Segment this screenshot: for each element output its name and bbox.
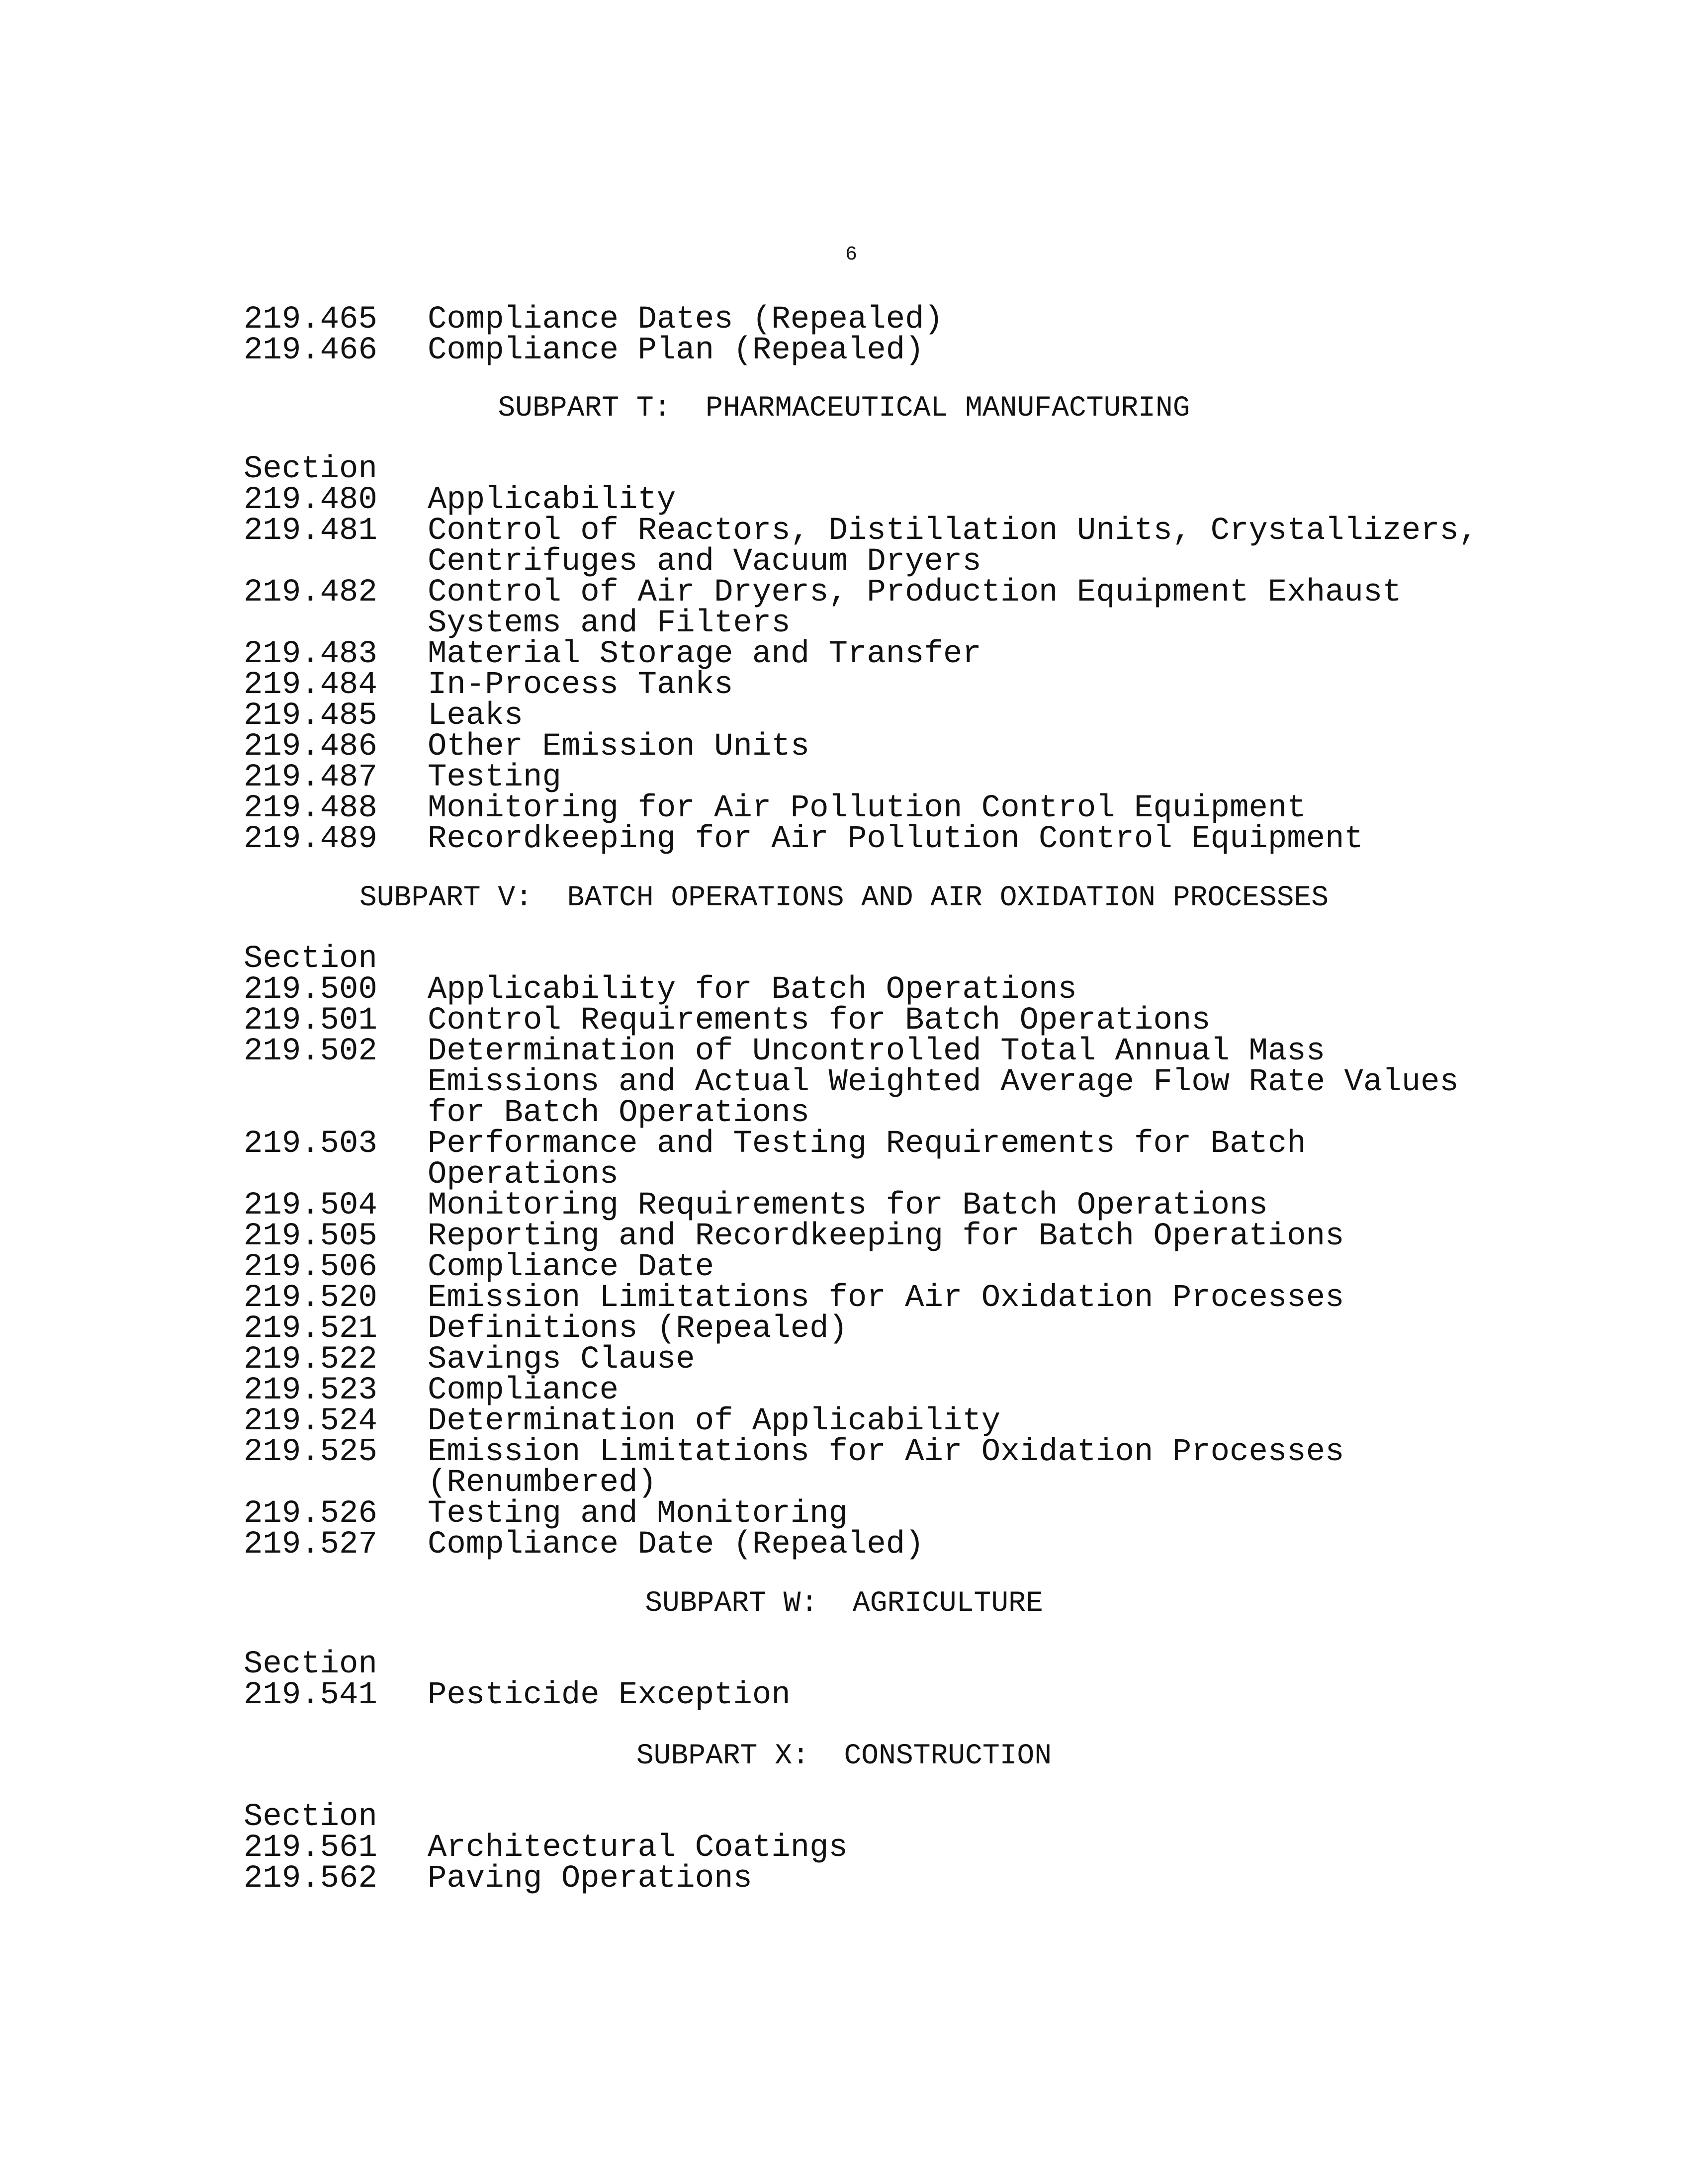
section-title: Savings Clause: [428, 1342, 695, 1378]
section-title: Determination of Uncontrolled Total Annual Mass: [428, 1034, 1326, 1069]
section-title: Control of Reactors, Distillation Units, Crystallizers,: [428, 513, 1478, 549]
section-number: 219.483: [244, 636, 377, 672]
section-title: Other Emission Units: [428, 729, 810, 765]
section-number: 219.523: [244, 1373, 377, 1408]
section-number: 219.527: [244, 1527, 377, 1563]
section-number: 219.526: [244, 1496, 377, 1532]
section-title-continued: Operations: [428, 1157, 619, 1193]
section-number: 219.502: [244, 1034, 377, 1069]
section-title: Monitoring Requirements for Batch Operations: [428, 1188, 1268, 1223]
section-title: Emission Limitations for Air Oxidation Processes: [428, 1280, 1344, 1316]
subpart-heading: SUBPART X: CONSTRUCTION: [636, 1740, 1052, 1772]
section-title: Applicability: [428, 482, 676, 518]
section-number: 219.506: [244, 1249, 377, 1285]
section-title: Pesticide Exception: [428, 1677, 791, 1713]
section-title-continued: for Batch Operations: [428, 1095, 810, 1131]
section-number: 219.501: [244, 1003, 377, 1039]
section-title: Control Requirements for Batch Operations: [428, 1003, 1211, 1039]
section-title: Leaks: [428, 698, 524, 734]
section-number: 219.485: [244, 698, 377, 734]
section-title: Compliance Plan (Repealed): [428, 333, 924, 368]
section-title: Architectural Coatings: [428, 1830, 848, 1866]
section-title: Testing: [428, 760, 561, 795]
section-title: Paving Operations: [428, 1861, 752, 1897]
section-number: 219.486: [244, 729, 377, 765]
section-number: 219.484: [244, 667, 377, 703]
section-column-label: Section: [244, 451, 377, 487]
section-number: 219.541: [244, 1677, 377, 1713]
section-column-label: Section: [244, 1647, 377, 1682]
section-number: 219.488: [244, 790, 377, 826]
section-title-continued: (Renumbered): [428, 1465, 657, 1501]
section-number: 219.480: [244, 482, 377, 518]
section-number: 219.481: [244, 513, 377, 549]
section-title: Recordkeeping for Air Pollution Control Equipment: [428, 821, 1363, 857]
section-title: Reporting and Recordkeeping for Batch Operations: [428, 1219, 1344, 1254]
section-number: 219.487: [244, 760, 377, 795]
section-title: In-Process Tanks: [428, 667, 733, 703]
section-number: 219.482: [244, 575, 377, 611]
section-title: Testing and Monitoring: [428, 1496, 848, 1532]
section-title: Control of Air Dryers, Production Equipment Exhaust: [428, 575, 1402, 611]
section-number: 219.489: [244, 821, 377, 857]
page-number: 6: [845, 244, 858, 266]
section-column-label: Section: [244, 1799, 377, 1835]
section-title: Applicability for Batch Operations: [428, 972, 1077, 1008]
section-title: Performance and Testing Requirements for Batch: [428, 1126, 1306, 1162]
section-number: 219.465: [244, 302, 377, 338]
section-column-label: Section: [244, 941, 377, 977]
section-number: 219.520: [244, 1280, 377, 1316]
section-number: 219.500: [244, 972, 377, 1008]
section-title: Emission Limitations for Air Oxidation Processes: [428, 1434, 1344, 1470]
section-number: 219.503: [244, 1126, 377, 1162]
section-title: Compliance Dates (Repealed): [428, 302, 943, 338]
section-title: Material Storage and Transfer: [428, 636, 981, 672]
section-number: 219.561: [244, 1830, 377, 1866]
section-number: 219.466: [244, 333, 377, 368]
subpart-heading: SUBPART T: PHARMACEUTICAL MANUFACTURING: [498, 392, 1190, 425]
toc-entry: [244, 1861, 752, 1987]
section-title: Compliance Date: [428, 1249, 714, 1285]
section-title: Compliance: [428, 1373, 619, 1408]
section-title-continued: Systems and Filters: [428, 606, 791, 641]
subpart-heading: SUBPART W: AGRICULTURE: [645, 1587, 1043, 1620]
section-title: Definitions (Repealed): [428, 1311, 848, 1347]
section-title: Determination of Applicability: [428, 1403, 1001, 1439]
section-number: 219.505: [244, 1219, 377, 1254]
section-number: 219.525: [244, 1434, 377, 1470]
subpart-heading: SUBPART V: BATCH OPERATIONS AND AIR OXIDATION PROCESSES: [359, 882, 1329, 914]
section-number: 219.521: [244, 1311, 377, 1347]
section-title-continued: Emissions and Actual Weighted Average Flow Rate Values: [428, 1064, 1459, 1100]
section-title: Compliance Date (Repealed): [428, 1527, 924, 1563]
section-title: Monitoring for Air Pollution Control Equipment: [428, 790, 1306, 826]
section-number: 219.524: [244, 1403, 377, 1439]
section-number: 219.504: [244, 1188, 377, 1223]
section-number: 219.562: [244, 1861, 377, 1897]
section-number: 219.522: [244, 1342, 377, 1378]
section-title-continued: Centrifuges and Vacuum Dryers: [428, 544, 981, 580]
